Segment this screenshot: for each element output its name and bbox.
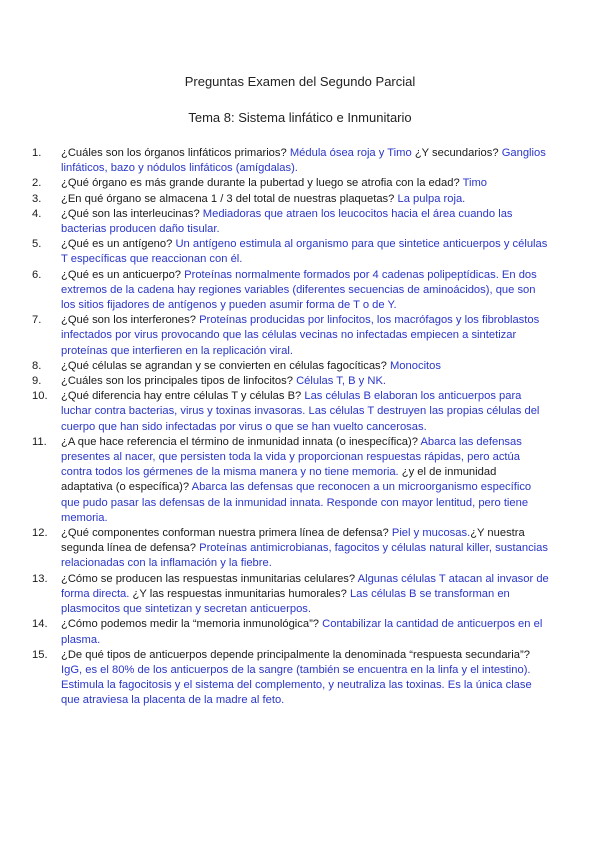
answer-text: Piel y mucosas. [391,527,471,540]
question-number: 3. [32,192,42,205]
question-number: 8. [32,359,42,372]
question-item [32,359,551,374]
question-item [32,435,551,526]
question-item [32,146,551,176]
question-list [32,146,551,709]
question-text: ¿Cómo se producen las respuestas inmunitarias celulares? [61,572,358,585]
question-text: ¿Cuáles son los órganos linfáticos primarios? [61,147,290,159]
question-item [32,176,551,191]
question-text: ¿Qué son los interferones? [61,314,200,327]
answer-text: Médula ósea roja y Timo [289,147,415,159]
question-text: ¿Y las respuestas inmunitarias humorales? [132,587,350,600]
question-text: ¿y el de inmunidad adaptativa (o específica)? [61,466,497,494]
question-text: ¿En qué órgano se almacena 1 / 3 del total de nuestras plaquetas? [61,192,398,205]
answer-text: IgG, es el 80% de los anticuerpos de la sangre (también se encuentra en la linfa y el intestino). Estimula la fagocitosis y el sistema del complemento, y neutraliza las toxinas. Es la única clase que atraviesa la placenta de la madre al feto. [61,663,532,707]
question-number: 4. [32,207,42,220]
question-number: 5. [32,238,42,251]
question-text: ¿Y secundarios? [414,147,502,159]
answer-text: Ganglios linfáticos, bazo y nódulos linfáticos (amígdalas). [61,147,546,175]
question-number: 6. [32,268,42,281]
question-item [32,648,551,709]
question-text: ¿Qué es un antígeno? [61,238,176,251]
answer-text: Proteínas normalmente formados por 4 cadenas polipeptídicas. En dos extremos de la cadena hay regiones variables (diferentes secuencias de aminoácidos), que son los sitios fijadores de antígenos y pueden asumir forma de T o de Y. [61,268,537,312]
question-item [32,617,551,647]
question-item [32,389,551,435]
answer-text: Algunas células T atacan al invasor de forma directa. [61,572,549,600]
answer-text: Monocitos [389,359,441,372]
answer-text: Células T, B y NK. [296,375,387,388]
answer-text: Mediadoras que atraen los leucocitos hacia el área cuando las bacterias producen daño tisular. [61,207,513,236]
question-number: 7. [32,314,42,327]
question-item [32,572,551,618]
question-text: ¿Qué es un anticuerpo? [61,268,185,281]
question-text: ¿A que hace referencia el término de inmunidad innata (o inespecífica)? [61,435,421,448]
answer-text: Abarca las defensas que reconocen a un microorganismo específico que pudo pasar las defensas de la inmunidad innata. Responde con mayor lentitud, pero tiene memoria. [61,481,532,524]
question-text: ¿Qué diferencia hay entre células T y células B? [61,390,305,403]
answer-text: Contabilizar la cantidad de anticuerpos en el plasma. [61,618,543,646]
question-text: ¿Qué componentes conforman nuestra primera línea de defensa? [61,527,392,540]
question-number: 11. [32,435,47,448]
answer-text: Proteínas antimicrobianas, fagocitos y células natural killer, sustancias relacionadas con la inflamación y la fiebre. [61,542,548,570]
question-item [32,526,551,572]
question-text: ¿Qué células se agrandan y se convierten en células fagocíticas? [61,359,390,372]
document-title: Preguntas Examen del Segundo Parcial [184,74,416,89]
question-item [32,192,551,207]
answer-text: Las células B se transforman en plasmocitos que sintetizan y secretan anticuerpos. [61,587,510,616]
question-text: ¿Cuáles son los principales tipos de linfocitos? [61,375,297,388]
question-item [32,374,551,389]
question-text: ¿Qué órgano es más grande durante la pubertad y luego se atrofia con la edad? [61,177,463,190]
question-number: 14. [32,618,48,631]
question-number: 1. [32,147,42,159]
question-number: 13. [32,572,48,585]
question-text: ¿Y nuestra segunda línea de defensa? [61,527,525,555]
question-number: 2. [32,177,42,190]
question-item [32,313,551,359]
question-text: ¿De qué tipos de anticuerpos depende principalmente la denominada “respuesta secundaria”? [61,648,530,661]
answer-text: La pulpa roja. [397,192,466,205]
answer-text: Un antígeno estimula al organismo para que sintetice anticuerpos y células T específicas que reaccionan con él. [61,238,548,266]
question-number: 10. [32,390,48,403]
question-text: ¿Qué son las interleucinas? [61,207,203,220]
question-item [32,207,551,237]
answer-text: Timo [462,177,488,190]
question-number: 15. [32,648,48,661]
question-item [32,237,551,267]
document-subtitle: Tema 8: Sistema linfático e Inmunitario [188,110,412,125]
question-number: 9. [32,375,42,388]
question-number: 12. [32,527,48,540]
answer-text: Las células B elaboran los anticuerpos para luchar contra bacterias, virus y toxinas invasoras. Las células T destruyen las propias células del cuerpo que han sido infectadas por virus o que se han vuelto cancerosas. [61,390,540,433]
question-item [32,268,551,314]
question-text: ¿Cómo podemos medir la “memoria inmunológica”? [61,618,323,631]
answer-text: Abarca las defensas presentes al nacer, que persisten toda la vida y proporcionan respuestas rápidas, pero actúa contra todos los gérmenes de la misma manera y no tiene memoria. [61,435,522,479]
answer-text: Proteínas producidas por linfocitos, los macrófagos y los fibroblastos infectados por virus provocando que las células vecinas no infectadas empiecen a sintetizar proteínas que interfieren en la replicación viral. [61,314,540,357]
